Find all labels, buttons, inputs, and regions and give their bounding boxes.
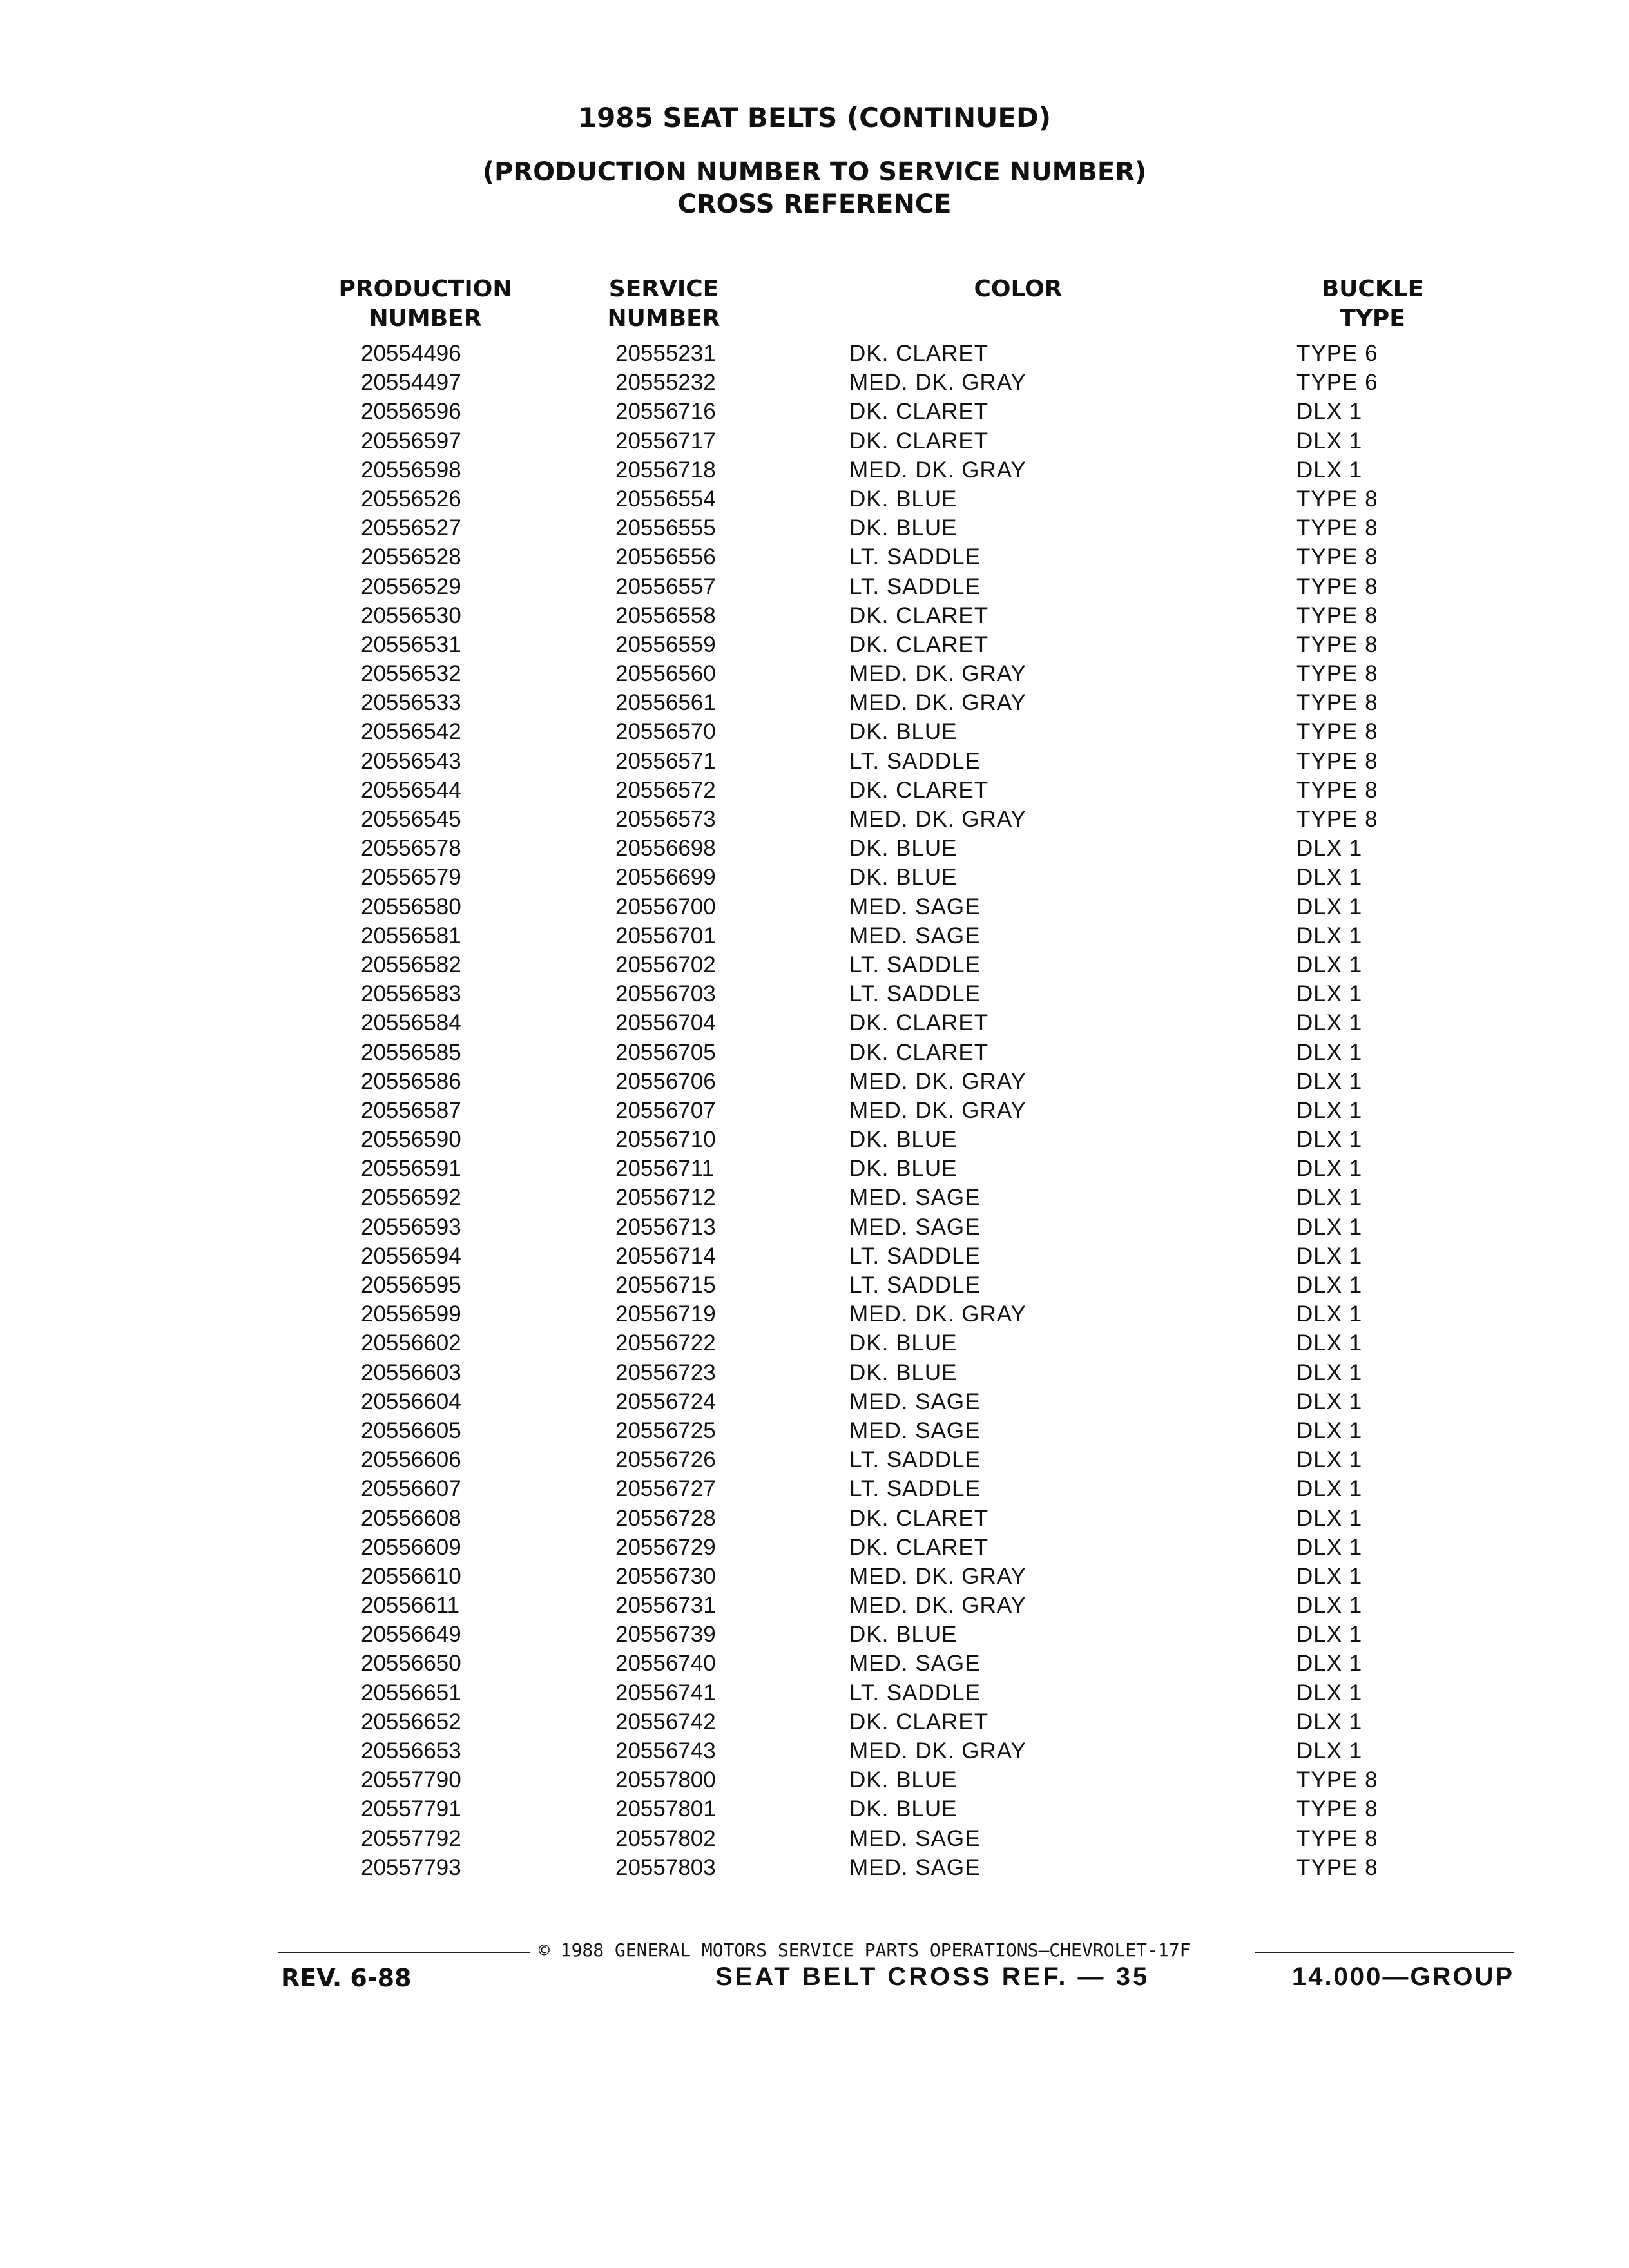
buckle-type-cell: DLX 1 [1296, 1273, 1363, 1298]
table-row [0, 892, 1629, 921]
service-number-cell: 20556712 [615, 1185, 716, 1211]
table-row [0, 1213, 1629, 1242]
color-cell: DK. BLUE [849, 1622, 958, 1648]
table-row [0, 1765, 1629, 1794]
buckle-type-cell: DLX 1 [1296, 1680, 1363, 1706]
production-number-cell: 20556609 [361, 1534, 461, 1560]
copyright-notice: © 1988 GENERAL MOTORS SERVICE PARTS OPERATIONS—CHEVROLET-17F [539, 1939, 1191, 1961]
production-number-cell: 20556602 [361, 1331, 461, 1356]
service-number-cell: 20556700 [615, 894, 716, 919]
color-cell: DK. CLARET [849, 1010, 989, 1036]
buckle-type-cell: TYPE 8 [1296, 515, 1378, 541]
buckle-type-cell: DLX 1 [1296, 923, 1363, 948]
production-number-cell: 20556593 [361, 1214, 461, 1240]
service-number-cell: 20556711 [615, 1156, 715, 1182]
color-cell: DK. CLARET [849, 428, 989, 454]
table-row [0, 1358, 1629, 1387]
color-cell: MED. DK. GRAY [849, 1097, 1027, 1123]
buckle-type-cell: DLX 1 [1296, 1068, 1363, 1094]
color-cell: MED. DK. GRAY [849, 1738, 1027, 1763]
footer-rule-right [1255, 1952, 1514, 1953]
table-row [0, 1474, 1629, 1503]
table-row [0, 776, 1629, 805]
table-row [0, 1300, 1629, 1329]
service-number-cell: 20556718 [615, 457, 716, 483]
production-number-cell: 20556603 [361, 1360, 461, 1385]
color-cell: MED. SAGE [849, 1825, 981, 1851]
color-cell: MED. DK. GRAY [849, 690, 1027, 716]
table-row [0, 1533, 1629, 1562]
buckle-type-cell: DLX 1 [1296, 1331, 1363, 1356]
buckle-type-cell: TYPE 8 [1296, 1796, 1378, 1822]
table-row [0, 485, 1629, 514]
table-row [0, 339, 1629, 368]
table-row [0, 543, 1629, 572]
color-cell: DK. CLARET [849, 1709, 989, 1735]
color-cell: DK. BLUE [849, 1360, 958, 1385]
table-row [0, 659, 1629, 688]
production-number-cell: 20554497 [361, 370, 461, 396]
buckle-type-cell: DLX 1 [1296, 1214, 1363, 1240]
buckle-type-cell: TYPE 8 [1296, 631, 1378, 657]
table-row [0, 514, 1629, 543]
color-cell: MED. SAGE [849, 1418, 981, 1443]
color-cell: MED. DK. GRAY [849, 1563, 1027, 1589]
service-number-cell: 20556557 [615, 573, 716, 599]
service-number-cell: 20556560 [615, 661, 716, 687]
production-number-cell: 20556543 [361, 748, 461, 774]
buckle-type-cell: DLX 1 [1296, 1709, 1363, 1735]
service-number-cell: 20557800 [615, 1767, 716, 1793]
production-number-cell: 20556533 [361, 690, 461, 716]
service-number-cell: 20556554 [615, 486, 716, 512]
color-cell: DK. CLARET [849, 1534, 989, 1560]
production-number-cell: 20556651 [361, 1680, 461, 1706]
buckle-type-cell: DLX 1 [1296, 1593, 1363, 1619]
production-number-cell: 20556595 [361, 1273, 461, 1298]
table-row [0, 863, 1629, 892]
production-number-cell: 20556596 [361, 399, 461, 425]
buckle-type-cell: DLX 1 [1296, 1622, 1363, 1648]
color-cell: DK. BLUE [849, 515, 958, 541]
production-number-cell: 20556608 [361, 1505, 461, 1531]
table-row [0, 1271, 1629, 1300]
service-number-cell: 20556723 [615, 1360, 716, 1385]
color-cell: MED. DK. GRAY [849, 1068, 1027, 1094]
production-number-cell: 20556579 [361, 865, 461, 890]
service-number-cell: 20556728 [615, 1505, 716, 1531]
production-number-cell: 20556587 [361, 1097, 461, 1123]
table-row [0, 747, 1629, 776]
color-cell: MED. SAGE [849, 894, 981, 919]
table-row [0, 630, 1629, 659]
table-row [0, 688, 1629, 717]
production-number-cell: 20556591 [361, 1156, 461, 1182]
table-row [0, 979, 1629, 1008]
buckle-type-cell: DLX 1 [1296, 428, 1363, 454]
production-number-cell: 20556530 [361, 602, 461, 628]
buckle-type-cell: DLX 1 [1296, 1302, 1363, 1327]
table-row [0, 1183, 1629, 1212]
color-cell: DK. BLUE [849, 719, 958, 745]
production-number-cell: 20557790 [361, 1767, 461, 1793]
color-cell: MED. SAGE [849, 923, 981, 948]
buckle-type-cell: DLX 1 [1296, 865, 1363, 890]
table-row [0, 1562, 1629, 1591]
service-number-cell: 20556707 [615, 1097, 716, 1123]
table-row [0, 1707, 1629, 1736]
table-row [0, 1125, 1629, 1154]
service-number-cell: 20556703 [615, 981, 716, 1007]
column-header-color [934, 274, 1102, 304]
table-row [0, 1067, 1629, 1096]
service-number-cell: 20556740 [615, 1651, 716, 1677]
production-number-cell: 20556529 [361, 573, 461, 599]
buckle-type-cell: DLX 1 [1296, 1505, 1363, 1531]
service-number-cell: 20556719 [615, 1302, 716, 1327]
service-number-cell: 20556714 [615, 1243, 716, 1269]
buckle-type-cell: DLX 1 [1296, 1563, 1363, 1589]
table-row [0, 1008, 1629, 1037]
service-number-cell: 20556559 [615, 631, 716, 657]
service-number-cell: 20556555 [615, 515, 716, 541]
color-cell: MED. DK. GRAY [849, 807, 1027, 832]
page-subtitle: (PRODUCTION NUMBER TO SERVICE NUMBER) [482, 157, 1147, 187]
table-row [0, 950, 1629, 979]
service-number-cell: 20556730 [615, 1563, 716, 1589]
production-number-cell: 20556606 [361, 1447, 461, 1473]
production-number-cell: 20556544 [361, 777, 461, 803]
color-cell: MED. SAGE [849, 1651, 981, 1677]
production-number-cell: 20556581 [361, 923, 461, 948]
table-row [0, 1038, 1629, 1067]
buckle-type-cell: TYPE 8 [1296, 690, 1378, 716]
table-row [0, 921, 1629, 950]
production-number-cell: 20556611 [361, 1593, 460, 1619]
production-number-cell: 20556653 [361, 1738, 461, 1763]
production-number-cell: 20557792 [361, 1825, 461, 1851]
table-row [0, 1416, 1629, 1445]
service-number-cell: 20556706 [615, 1068, 716, 1094]
color-cell: DK. CLARET [849, 1505, 989, 1531]
color-cell: LT. SADDLE [849, 1273, 981, 1298]
service-number-cell: 20556716 [615, 399, 716, 425]
table-row [0, 1649, 1629, 1678]
table-row [0, 368, 1629, 397]
color-cell: DK. BLUE [849, 1331, 958, 1356]
buckle-type-cell: TYPE 8 [1296, 748, 1378, 774]
color-cell: DK. BLUE [849, 1127, 958, 1153]
production-number-cell: 20556649 [361, 1622, 461, 1648]
buckle-type-cell: DLX 1 [1296, 1534, 1363, 1560]
color-cell: MED. SAGE [849, 1185, 981, 1211]
table-row [0, 427, 1629, 456]
table-row [0, 1445, 1629, 1474]
service-number-cell: 20557801 [615, 1796, 716, 1822]
header-line: NUMBER [607, 305, 720, 332]
production-number-cell: 20556586 [361, 1068, 461, 1094]
service-number-cell: 20556729 [615, 1534, 716, 1560]
production-number-cell: 20557791 [361, 1796, 461, 1822]
color-cell: DK. CLARET [849, 399, 989, 425]
service-number-cell: 20556556 [615, 544, 716, 570]
color-cell: DK. CLARET [849, 341, 989, 366]
table-row [0, 1853, 1629, 1882]
buckle-type-cell: DLX 1 [1296, 1447, 1363, 1473]
color-cell: DK. CLARET [849, 631, 989, 657]
color-cell: LT. SADDLE [849, 1243, 981, 1269]
color-cell: DK. BLUE [849, 1796, 958, 1822]
production-number-cell: 20556598 [361, 457, 461, 483]
buckle-type-cell: TYPE 8 [1296, 602, 1378, 628]
service-number-cell: 20556731 [615, 1593, 716, 1619]
production-number-cell: 20556607 [361, 1476, 461, 1502]
table-row [0, 1242, 1629, 1271]
production-number-cell: 20554496 [361, 341, 461, 366]
buckle-type-cell: DLX 1 [1296, 952, 1363, 977]
production-number-cell: 20556599 [361, 1302, 461, 1327]
color-cell: DK. BLUE [849, 836, 958, 861]
service-number-cell: 20556742 [615, 1709, 716, 1735]
color-cell: MED. SAGE [849, 1854, 981, 1880]
service-number-cell: 20556722 [615, 1331, 716, 1356]
table-row [0, 1504, 1629, 1533]
service-number-cell: 20556715 [615, 1273, 716, 1298]
color-cell: MED. SAGE [849, 1214, 981, 1240]
production-number-cell: 20556531 [361, 631, 461, 657]
service-number-cell: 20556701 [615, 923, 716, 948]
table-row [0, 1824, 1629, 1853]
header-line: TYPE [1340, 305, 1405, 332]
production-number-cell: 20556652 [361, 1709, 461, 1735]
service-number-cell: 20556743 [615, 1738, 716, 1763]
table-row [0, 572, 1629, 601]
buckle-type-cell: TYPE 8 [1296, 1825, 1378, 1851]
buckle-type-cell: TYPE 8 [1296, 1767, 1378, 1793]
service-number-cell: 20556739 [615, 1622, 716, 1648]
service-number-cell: 20556698 [615, 836, 716, 861]
service-number-cell: 20556561 [615, 690, 716, 716]
buckle-type-cell: DLX 1 [1296, 1476, 1363, 1502]
service-number-cell: 20556717 [615, 428, 716, 454]
buckle-type-cell: DLX 1 [1296, 399, 1363, 425]
service-number-cell: 20556727 [615, 1476, 716, 1502]
production-number-cell: 20556583 [361, 981, 461, 1007]
buckle-type-cell: DLX 1 [1296, 981, 1363, 1007]
buckle-type-cell: TYPE 6 [1296, 341, 1378, 366]
service-number-cell: 20557802 [615, 1825, 716, 1851]
buckle-type-cell: DLX 1 [1296, 1738, 1363, 1763]
buckle-type-cell: DLX 1 [1296, 1156, 1363, 1182]
service-number-cell: 20556699 [615, 865, 716, 890]
buckle-type-cell: DLX 1 [1296, 1360, 1363, 1385]
service-number-cell: 20556725 [615, 1418, 716, 1443]
table-row [0, 834, 1629, 863]
buckle-type-cell: DLX 1 [1296, 894, 1363, 919]
buckle-type-cell: TYPE 8 [1296, 486, 1378, 512]
service-number-cell: 20556705 [615, 1039, 716, 1065]
header-line: BUCKLE [1321, 276, 1424, 302]
production-number-cell: 20556584 [361, 1010, 461, 1036]
color-cell: MED. DK. GRAY [849, 370, 1027, 396]
service-number-cell: 20557803 [615, 1854, 716, 1880]
service-number-cell: 20556724 [615, 1389, 716, 1414]
color-cell: LT. SADDLE [849, 748, 981, 774]
production-number-cell: 20556532 [361, 661, 461, 687]
service-number-cell: 20556702 [615, 952, 716, 977]
header-line: NUMBER [369, 305, 482, 332]
table-row [0, 1329, 1629, 1358]
production-number-cell: 20556526 [361, 486, 461, 512]
table-row [0, 805, 1629, 834]
table-row [0, 456, 1629, 485]
cross-reference-table [0, 339, 1629, 1882]
color-cell: DK. BLUE [849, 1156, 958, 1182]
color-cell: LT. SADDLE [849, 1447, 981, 1473]
buckle-type-cell: DLX 1 [1296, 1651, 1363, 1677]
production-number-cell: 20556597 [361, 428, 461, 454]
column-header-service-number [580, 274, 747, 334]
buckle-type-cell: DLX 1 [1296, 1418, 1363, 1443]
buckle-type-cell: TYPE 8 [1296, 1854, 1378, 1880]
page-title: 1985 SEAT BELTS (CONTINUED) [577, 102, 1052, 133]
table-row [0, 717, 1629, 746]
color-cell: LT. SADDLE [849, 544, 981, 570]
service-number-cell: 20556571 [615, 748, 716, 774]
color-cell: LT. SADDLE [849, 1680, 981, 1706]
production-number-cell: 20556594 [361, 1243, 461, 1269]
header-line: SERVICE [608, 276, 719, 302]
service-number-cell: 20556572 [615, 777, 716, 803]
production-number-cell: 20556542 [361, 719, 461, 745]
production-number-cell: 20556528 [361, 544, 461, 570]
production-number-cell: 20556527 [361, 515, 461, 541]
buckle-type-cell: DLX 1 [1296, 1243, 1363, 1269]
buckle-type-cell: DLX 1 [1296, 1127, 1363, 1153]
color-cell: DK. BLUE [849, 1767, 958, 1793]
revision-label: REV. 6-88 [281, 1964, 412, 1992]
production-number-cell: 20556605 [361, 1418, 461, 1443]
table-row [0, 1678, 1629, 1707]
color-cell: LT. SADDLE [849, 952, 981, 977]
header-line: PRODUCTION [338, 276, 512, 302]
group-label: 14.000—GROUP [1292, 1963, 1515, 1991]
table-row [0, 1794, 1629, 1823]
buckle-type-cell: DLX 1 [1296, 1010, 1363, 1036]
service-number-cell: 20556726 [615, 1447, 716, 1473]
buckle-type-cell: TYPE 8 [1296, 777, 1378, 803]
production-number-cell: 20556545 [361, 807, 461, 832]
buckle-type-cell: TYPE 8 [1296, 661, 1378, 687]
color-cell: LT. SADDLE [849, 573, 981, 599]
column-header-buckle-type [1289, 274, 1456, 334]
color-cell: MED. SAGE [849, 1389, 981, 1414]
buckle-type-cell: TYPE 8 [1296, 719, 1378, 745]
buckle-type-cell: DLX 1 [1296, 836, 1363, 861]
service-number-cell: 20556570 [615, 719, 716, 745]
section-label: SEAT BELT CROSS REF. — 35 [715, 1963, 1150, 1991]
production-number-cell: 20556590 [361, 1127, 461, 1153]
service-number-cell: 20555231 [615, 341, 716, 366]
table-row [0, 1096, 1629, 1125]
color-cell: DK. CLARET [849, 602, 989, 628]
table-row [0, 1591, 1629, 1620]
service-number-cell: 20555232 [615, 370, 716, 396]
table-row [0, 601, 1629, 630]
color-cell: DK. CLARET [849, 777, 989, 803]
service-number-cell: 20556573 [615, 807, 716, 832]
production-number-cell: 20556582 [361, 952, 461, 977]
page-subtitle-cross-reference: CROSS REFERENCE [677, 189, 952, 219]
header-line: COLOR [974, 276, 1063, 302]
buckle-type-cell: TYPE 6 [1296, 370, 1378, 396]
production-number-cell: 20556585 [361, 1039, 461, 1065]
table-row [0, 1387, 1629, 1416]
column-header-production-number [322, 274, 528, 334]
production-number-cell: 20557793 [361, 1854, 461, 1880]
table-row [0, 1736, 1629, 1765]
table-row [0, 1154, 1629, 1183]
service-number-cell: 20556713 [615, 1214, 716, 1240]
production-number-cell: 20556580 [361, 894, 461, 919]
buckle-type-cell: TYPE 8 [1296, 573, 1378, 599]
color-cell: LT. SADDLE [849, 981, 981, 1007]
buckle-type-cell: DLX 1 [1296, 1389, 1363, 1414]
color-cell: MED. DK. GRAY [849, 1302, 1027, 1327]
buckle-type-cell: TYPE 8 [1296, 544, 1378, 570]
buckle-type-cell: DLX 1 [1296, 1185, 1363, 1211]
color-cell: MED. DK. GRAY [849, 457, 1027, 483]
service-number-cell: 20556704 [615, 1010, 716, 1036]
service-number-cell: 20556741 [615, 1680, 716, 1706]
service-number-cell: 20556710 [615, 1127, 716, 1153]
footer-rule-left [278, 1952, 530, 1953]
color-cell: DK. BLUE [849, 486, 958, 512]
color-cell: MED. DK. GRAY [849, 1593, 1027, 1619]
color-cell: LT. SADDLE [849, 1476, 981, 1502]
table-row [0, 397, 1629, 426]
production-number-cell: 20556592 [361, 1185, 461, 1211]
production-number-cell: 20556578 [361, 836, 461, 861]
color-cell: MED. DK. GRAY [849, 661, 1027, 687]
production-number-cell: 20556650 [361, 1651, 461, 1677]
color-cell: DK. BLUE [849, 865, 958, 890]
buckle-type-cell: DLX 1 [1296, 457, 1363, 483]
color-cell: DK. CLARET [849, 1039, 989, 1065]
table-row [0, 1620, 1629, 1649]
production-number-cell: 20556610 [361, 1563, 461, 1589]
buckle-type-cell: DLX 1 [1296, 1039, 1363, 1065]
buckle-type-cell: DLX 1 [1296, 1097, 1363, 1123]
service-number-cell: 20556558 [615, 602, 716, 628]
buckle-type-cell: TYPE 8 [1296, 807, 1378, 832]
production-number-cell: 20556604 [361, 1389, 461, 1414]
